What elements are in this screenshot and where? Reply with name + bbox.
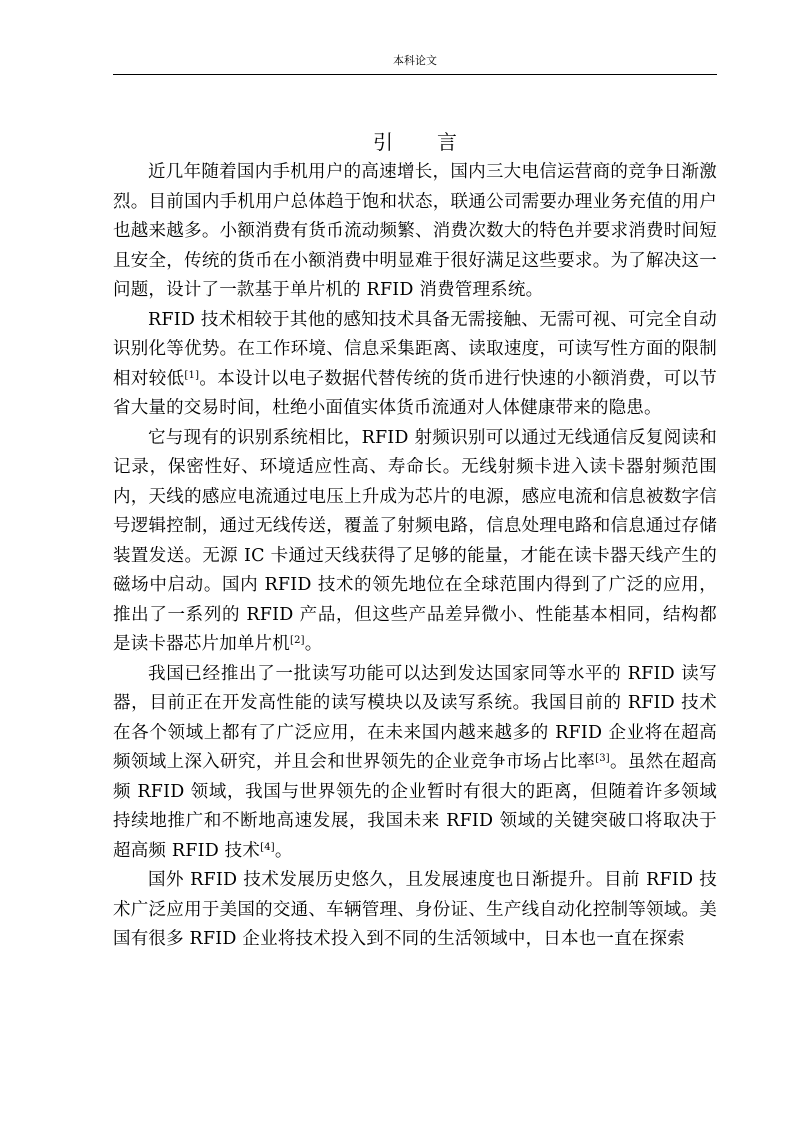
paragraph-4 [113, 660, 717, 867]
citation-2: [2] [290, 635, 305, 646]
paragraph-1 [113, 158, 717, 306]
paragraph-punct: 。 [199, 368, 218, 389]
paragraph-5 [113, 866, 717, 955]
citation-1: [1] [184, 369, 200, 381]
paragraph-text: 国外 RFID 技术发展历史悠久，且发展速度也日渐提升。目前 RFID 技术广泛应用于美国的交通、车辆管理、身份证、生产线自动化控制等领域。美国有很多 RFID 企业将技术投入到不同的生活领域中，日本也一直在探索 [113, 870, 717, 949]
paragraph-text: 虽然在超高频 RFID 领域，我国与世界领先的企业暂时有很大的距离，但随着许多领域持续地推广和不断地高速发展，我国未来 RFID 领域的关键突破口将取决于超高频 RFID 技术 [113, 752, 717, 861]
section-title-char-2: 言 [437, 130, 457, 154]
body-text [113, 158, 717, 955]
paragraph-punct: 。 [609, 752, 628, 772]
paragraph-punct: 。 [274, 840, 293, 861]
paragraph-3 [113, 424, 717, 660]
citation-4: [4] [260, 841, 275, 853]
paragraph-text: 近几年随着国内手机用户的高速增长，国内三大电信运营商的竞争日渐激烈。目前国内手机用户总体趋于饱和状态，联通公司需要办理业务充值的用户也越来越多。小额消费有货币流动频繁、消费次数大的特色并要求消费时间短且安全，传统的货币在小额消费中明显难于很好满足这些要求。为了解决这一问题，设计了一款基于单片机的 RFID 消费管理系统。 [113, 162, 717, 300]
page-header [113, 52, 717, 75]
paragraph-text: 本设计以电子数据代替传统的货币进行快速的小额消费，可以节省大量的交易时间，杜绝小面值实体货币流通对人体健康带来的隐患。 [113, 368, 717, 418]
paragraph-text: 它与现有的识别系统相比，RFID 射频识别可以通过无线通信反复阅读和记录，保密性好、环境适应性高、寿命长。无线射频卡进入读卡器射频范围内，天线的感应电流通过电压上升成为芯片的电源，感应电流和信息被数字信号逻辑控制，通过无线传送，覆盖了射频电路，信息处理电路和信息通过存储装置发送。无源 IC 卡通过天线获得了足够的能量，才能在读卡器天线产生的磁场中启动。国内 RFID 技术的领先地位在全球范围内得到了广泛的应用，推出了一系列的 RFID 产品，但这些产品差异微小、性能基本相同，结构都是读卡器芯片加单片机 [113, 427, 717, 654]
paragraph-2 [113, 306, 717, 424]
citation-3: [3] [595, 753, 610, 764]
section-title-char-1: 引 [373, 130, 393, 154]
paragraph-text: 我国已经推出了一批读写功能可以达到发达国家同等水平的 RFID 读写器，目前正在开发高性能的读写模块以及读写系统。我国目前的 RFID 技术在各个领域上都有了广泛应用，在未来国内越来越多的 RFID 企业将在超高频领域上深入研究，并且会和世界领先的企业竞争市场占比率 [113, 663, 717, 772]
paragraph-punct: 。 [304, 634, 323, 654]
paragraph-text: RFID 技术相较于其他的感知技术具备无需接触、无需可视、可完全自动识别化等优势。在工作环境、信息采集距离、读取速度，可读写性方面的限制相对较低 [113, 309, 717, 389]
header-label: 本科论文 [393, 54, 437, 67]
section-title [113, 128, 717, 156]
